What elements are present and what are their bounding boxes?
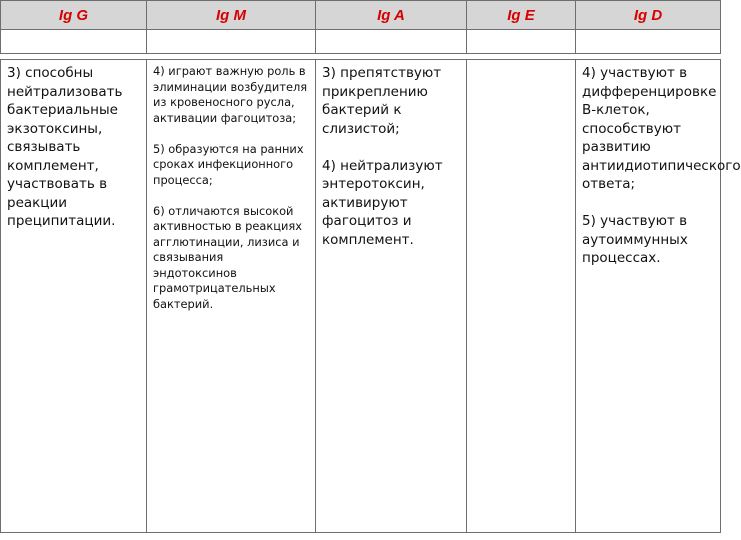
- header-iga: Ig A: [316, 1, 467, 30]
- blank-cell-igm: [147, 30, 316, 54]
- header-row: [1, 1, 721, 30]
- blank-cell-ige: [467, 30, 576, 54]
- cell-igm: 4) играют важную роль в элиминации возбудителя из кровеносного русла, активации фагоцитоза; 5) образуются на ранних сроках инфекционного процесса; 6) отличаются высокой активностью в реакциях агглютинации, лизиса и связывания эндотоксинов грамотрицательных бактерий.: [147, 60, 316, 533]
- cell-igd: 4) участвуют в дифференцировке В-клеток, способствуют развитию антиидиотипического ответа; 5) участвуют в аутоиммунных процессах.: [576, 60, 721, 533]
- cell-iga: 3) препятствуют прикреплению бактерий к слизистой; 4) нейтрализуют энтеротоксин, активируют фагоцитоз и комплемент.: [316, 60, 467, 533]
- header-ige: Ig E: [467, 1, 576, 30]
- blank-cell-igd: [576, 30, 721, 54]
- header-igm: Ig M: [147, 1, 316, 30]
- cell-ige: [467, 60, 576, 533]
- cell-igg: 3) способны нейтрализовать бактериальные экзотоксины, связывать комплемент, участвовать в реакции преципитации.: [1, 60, 147, 533]
- header-igg: Ig G: [1, 1, 147, 30]
- content-table: [0, 59, 741, 533]
- header-table: [0, 0, 721, 54]
- header-igd: Ig D: [576, 1, 721, 30]
- blank-cell-iga: [316, 30, 467, 54]
- content-row: [1, 60, 721, 533]
- header-blank-row: [1, 30, 721, 54]
- blank-cell-igg: [1, 30, 147, 54]
